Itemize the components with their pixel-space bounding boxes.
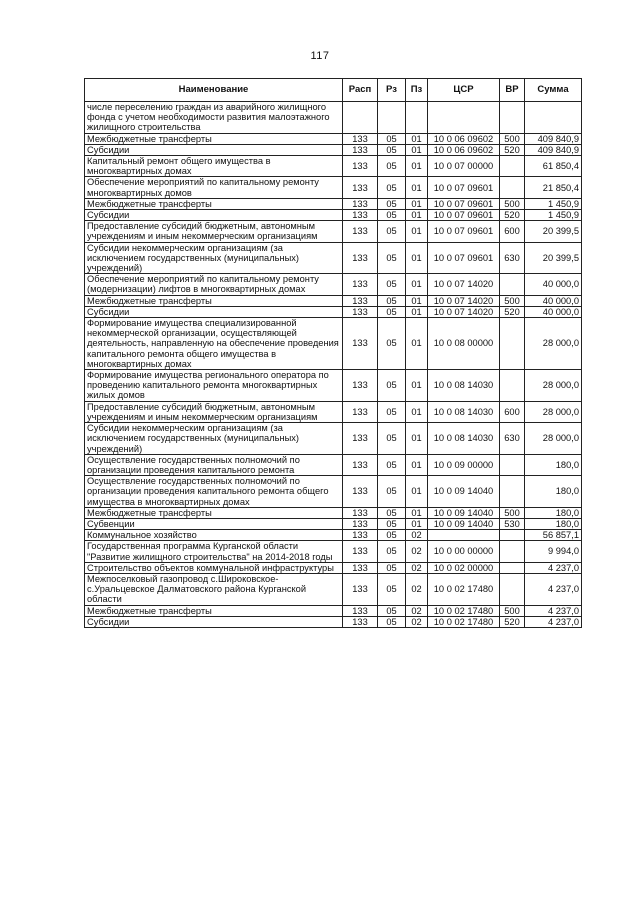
cell-sum: 180,0	[525, 507, 582, 518]
cell-rz: 05	[378, 318, 406, 370]
cell-pz: 02	[406, 616, 428, 627]
cell-rasp: 133	[343, 156, 378, 177]
cell-rasp: 133	[343, 454, 378, 475]
header-name: Наименование	[85, 79, 343, 102]
cell-rasp: 133	[343, 144, 378, 155]
cell-csr: 10 0 07 09601	[428, 242, 500, 274]
cell-csr: 10 0 06 09602	[428, 144, 500, 155]
cell-rasp: 133	[343, 476, 378, 508]
cell-vr: 520	[500, 616, 525, 627]
cell-rz: 05	[378, 562, 406, 573]
cell-sum: 28 000,0	[525, 318, 582, 370]
cell-rasp: 133	[343, 133, 378, 144]
cell-rasp: 133	[343, 221, 378, 242]
cell-sum: 180,0	[525, 518, 582, 529]
table-row	[85, 423, 582, 455]
cell-rasp	[343, 102, 378, 134]
cell-vr: 520	[500, 144, 525, 155]
table-row	[85, 177, 582, 198]
cell-pz: 01	[406, 370, 428, 402]
cell-name: Предоставление субсидий бюджетным, автономным учреждениям и иным некоммерческим организациям	[85, 401, 343, 422]
table-row	[85, 210, 582, 221]
cell-rz: 05	[378, 221, 406, 242]
header-sum: Сумма	[525, 79, 582, 102]
cell-csr: 10 0 08 14030	[428, 370, 500, 402]
cell-vr	[500, 530, 525, 541]
table-row	[85, 530, 582, 541]
cell-pz	[406, 102, 428, 134]
cell-vr	[500, 454, 525, 475]
cell-rz	[378, 102, 406, 134]
cell-pz: 01	[406, 454, 428, 475]
cell-csr: 10 0 07 14020	[428, 274, 500, 295]
cell-vr: 600	[500, 401, 525, 422]
cell-rasp: 133	[343, 616, 378, 627]
cell-sum: 1 450,9	[525, 198, 582, 209]
cell-name: Субсидии	[85, 144, 343, 155]
table-row	[85, 518, 582, 529]
cell-rasp: 133	[343, 518, 378, 529]
cell-pz: 01	[406, 274, 428, 295]
cell-sum: 180,0	[525, 454, 582, 475]
cell-vr: 500	[500, 133, 525, 144]
cell-rz: 05	[378, 370, 406, 402]
header-rasp: Расп	[343, 79, 378, 102]
cell-name: Обеспечение мероприятий по капитальному ремонту многоквартирных домов	[85, 177, 343, 198]
cell-vr: 630	[500, 423, 525, 455]
cell-sum	[525, 102, 582, 134]
cell-vr: 500	[500, 198, 525, 209]
cell-vr: 520	[500, 306, 525, 317]
cell-rz: 05	[378, 210, 406, 221]
cell-rasp: 133	[343, 573, 378, 605]
cell-name: Межбюджетные трансферты	[85, 605, 343, 616]
cell-pz: 02	[406, 573, 428, 605]
cell-name: Субсидии	[85, 210, 343, 221]
table-row	[85, 476, 582, 508]
cell-rz: 05	[378, 144, 406, 155]
table-row	[85, 295, 582, 306]
cell-vr: 630	[500, 242, 525, 274]
cell-vr: 530	[500, 518, 525, 529]
cell-rz: 05	[378, 306, 406, 317]
cell-vr: 600	[500, 221, 525, 242]
cell-pz: 01	[406, 507, 428, 518]
cell-pz: 01	[406, 423, 428, 455]
table-row	[85, 221, 582, 242]
cell-rz: 05	[378, 401, 406, 422]
cell-vr	[500, 370, 525, 402]
cell-rasp: 133	[343, 423, 378, 455]
cell-name: Предоставление субсидий бюджетным, автономным учреждениям и иным некоммерческим организациям	[85, 221, 343, 242]
cell-pz: 01	[406, 318, 428, 370]
cell-rz: 05	[378, 541, 406, 562]
cell-sum: 409 840,9	[525, 133, 582, 144]
cell-sum: 20 399,5	[525, 242, 582, 274]
cell-csr: 10 0 09 14040	[428, 476, 500, 508]
cell-name: Формирование имущества специализированной некоммерческой организации, осуществляющей деятельность, направленную на обеспечение проведения капитального ремонта общего имущества в многоквартирных домах	[85, 318, 343, 370]
table-row	[85, 401, 582, 422]
table-row	[85, 133, 582, 144]
table-row	[85, 573, 582, 605]
cell-csr: 10 0 09 14040	[428, 518, 500, 529]
cell-name: Субсидии	[85, 616, 343, 627]
cell-rz: 05	[378, 454, 406, 475]
table-row	[85, 507, 582, 518]
cell-vr	[500, 573, 525, 605]
cell-pz: 01	[406, 401, 428, 422]
cell-vr	[500, 318, 525, 370]
cell-vr	[500, 177, 525, 198]
cell-vr	[500, 274, 525, 295]
cell-rasp: 133	[343, 242, 378, 274]
cell-rasp: 133	[343, 274, 378, 295]
cell-name: Субсидии некоммерческим организациям (за исключением государственных (муниципальных) учреждений)	[85, 242, 343, 274]
cell-name: Межбюджетные трансферты	[85, 198, 343, 209]
cell-csr: 10 0 08 00000	[428, 318, 500, 370]
header-pz: Пз	[406, 79, 428, 102]
cell-csr: 10 0 07 00000	[428, 156, 500, 177]
table-row	[85, 454, 582, 475]
cell-name: Осуществление государственных полномочий по организации проведения капитального ремонта	[85, 454, 343, 475]
table-row	[85, 370, 582, 402]
cell-name: Субвенции	[85, 518, 343, 529]
cell-rasp: 133	[343, 562, 378, 573]
cell-pz: 01	[406, 242, 428, 274]
cell-vr: 520	[500, 210, 525, 221]
cell-vr	[500, 562, 525, 573]
cell-vr	[500, 102, 525, 134]
cell-csr: 10 0 08 14030	[428, 401, 500, 422]
table-row	[85, 144, 582, 155]
cell-rasp: 133	[343, 318, 378, 370]
cell-sum: 20 399,5	[525, 221, 582, 242]
cell-sum: 1 450,9	[525, 210, 582, 221]
cell-sum: 409 840,9	[525, 144, 582, 155]
cell-name: Межпоселковый газопровод с.Широковское-с.Уральцевское Далматовского района Курганской области	[85, 573, 343, 605]
cell-vr: 500	[500, 295, 525, 306]
cell-csr: 10 0 02 00000	[428, 562, 500, 573]
cell-rasp: 133	[343, 295, 378, 306]
cell-csr: 10 0 06 09602	[428, 133, 500, 144]
cell-rz: 05	[378, 518, 406, 529]
cell-sum: 28 000,0	[525, 423, 582, 455]
cell-sum: 61 850,4	[525, 156, 582, 177]
cell-csr: 10 0 00 00000	[428, 541, 500, 562]
cell-name: Обеспечение мероприятий по капитальному ремонту (модернизации) лифтов в многоквартирных домах	[85, 274, 343, 295]
cell-vr: 500	[500, 507, 525, 518]
table-row	[85, 616, 582, 627]
cell-name: Осуществление государственных полномочий по организации проведения капитального ремонта общего имущества в многоквартирных домах	[85, 476, 343, 508]
cell-sum: 40 000,0	[525, 295, 582, 306]
page-number: 117	[310, 50, 330, 62]
cell-pz: 01	[406, 518, 428, 529]
table-row	[85, 102, 582, 134]
cell-rz: 05	[378, 476, 406, 508]
table-row	[85, 562, 582, 573]
cell-sum: 28 000,0	[525, 370, 582, 402]
cell-pz: 02	[406, 562, 428, 573]
table-row	[85, 198, 582, 209]
cell-pz: 02	[406, 605, 428, 616]
header-csr: ЦСР	[428, 79, 500, 102]
cell-vr	[500, 476, 525, 508]
table-row	[85, 242, 582, 274]
cell-rz: 05	[378, 423, 406, 455]
cell-sum: 28 000,0	[525, 401, 582, 422]
cell-sum: 180,0	[525, 476, 582, 508]
table-row	[85, 541, 582, 562]
cell-sum: 4 237,0	[525, 605, 582, 616]
cell-pz: 01	[406, 133, 428, 144]
cell-name: числе переселению граждан из аварийного жилищного фонда с учетом необходимости развития малоэтажного жилищного строительства	[85, 102, 343, 134]
cell-rz: 05	[378, 242, 406, 274]
budget-table	[84, 78, 582, 628]
cell-rasp: 133	[343, 530, 378, 541]
cell-rasp: 133	[343, 507, 378, 518]
cell-name: Межбюджетные трансферты	[85, 133, 343, 144]
cell-name: Строительство объектов коммунальной инфраструктуры	[85, 562, 343, 573]
cell-name: Межбюджетные трансферты	[85, 295, 343, 306]
cell-rasp: 133	[343, 306, 378, 317]
table-row	[85, 306, 582, 317]
cell-pz: 01	[406, 210, 428, 221]
cell-csr: 10 0 02 17480	[428, 616, 500, 627]
cell-pz: 02	[406, 530, 428, 541]
cell-rasp: 133	[343, 370, 378, 402]
cell-rasp: 133	[343, 210, 378, 221]
cell-rz: 05	[378, 156, 406, 177]
cell-csr: 10 0 07 09601	[428, 221, 500, 242]
cell-rz: 05	[378, 177, 406, 198]
cell-rasp: 133	[343, 605, 378, 616]
cell-pz: 02	[406, 541, 428, 562]
cell-rz: 05	[378, 133, 406, 144]
cell-pz: 01	[406, 144, 428, 155]
cell-csr: 10 0 02 17480	[428, 605, 500, 616]
cell-sum: 4 237,0	[525, 562, 582, 573]
cell-rz: 05	[378, 530, 406, 541]
table-header-row	[85, 79, 582, 102]
cell-rz: 05	[378, 198, 406, 209]
cell-csr: 10 0 07 09601	[428, 177, 500, 198]
cell-pz: 01	[406, 198, 428, 209]
cell-pz: 01	[406, 295, 428, 306]
cell-name: Государственная программа Курганской области "Развитие жилищного строительства" на 2014-2018 годы	[85, 541, 343, 562]
cell-pz: 01	[406, 177, 428, 198]
cell-rz: 05	[378, 274, 406, 295]
cell-vr	[500, 156, 525, 177]
cell-csr: 10 0 07 14020	[428, 295, 500, 306]
cell-pz: 01	[406, 221, 428, 242]
cell-csr: 10 0 08 14030	[428, 423, 500, 455]
table-row	[85, 605, 582, 616]
cell-sum: 4 237,0	[525, 573, 582, 605]
cell-csr: 10 0 09 14040	[428, 507, 500, 518]
cell-rz: 05	[378, 573, 406, 605]
cell-name: Субсидии некоммерческим организациям (за исключением государственных (муниципальных) учреждений)	[85, 423, 343, 455]
table-row	[85, 274, 582, 295]
cell-name: Капитальный ремонт общего имущества в многоквартирных домах	[85, 156, 343, 177]
cell-name: Межбюджетные трансферты	[85, 507, 343, 518]
cell-rasp: 133	[343, 541, 378, 562]
cell-csr: 10 0 07 09601	[428, 210, 500, 221]
cell-pz: 01	[406, 156, 428, 177]
cell-sum: 4 237,0	[525, 616, 582, 627]
cell-sum: 40 000,0	[525, 274, 582, 295]
cell-sum: 21 850,4	[525, 177, 582, 198]
cell-csr: 10 0 07 14020	[428, 306, 500, 317]
cell-rz: 05	[378, 295, 406, 306]
cell-csr: 10 0 07 09601	[428, 198, 500, 209]
cell-csr: 10 0 02 17480	[428, 573, 500, 605]
table-row	[85, 318, 582, 370]
cell-pz: 01	[406, 476, 428, 508]
cell-rz: 05	[378, 616, 406, 627]
cell-rasp: 133	[343, 177, 378, 198]
cell-rz: 05	[378, 605, 406, 616]
cell-csr: 10 0 09 00000	[428, 454, 500, 475]
cell-csr	[428, 530, 500, 541]
cell-vr	[500, 541, 525, 562]
cell-rz: 05	[378, 507, 406, 518]
cell-name: Коммунальное хозяйство	[85, 530, 343, 541]
cell-rasp: 133	[343, 401, 378, 422]
cell-csr	[428, 102, 500, 134]
cell-name: Формирование имущества регионального оператора по проведению капитального ремонта многоквартирных жилых домов	[85, 370, 343, 402]
cell-vr: 500	[500, 605, 525, 616]
table-row	[85, 156, 582, 177]
cell-name: Субсидии	[85, 306, 343, 317]
cell-pz: 01	[406, 306, 428, 317]
cell-sum: 9 994,0	[525, 541, 582, 562]
cell-rasp: 133	[343, 198, 378, 209]
cell-sum: 56 857,1	[525, 530, 582, 541]
cell-sum: 40 000,0	[525, 306, 582, 317]
header-vr: ВР	[500, 79, 525, 102]
header-rz: Рз	[378, 79, 406, 102]
